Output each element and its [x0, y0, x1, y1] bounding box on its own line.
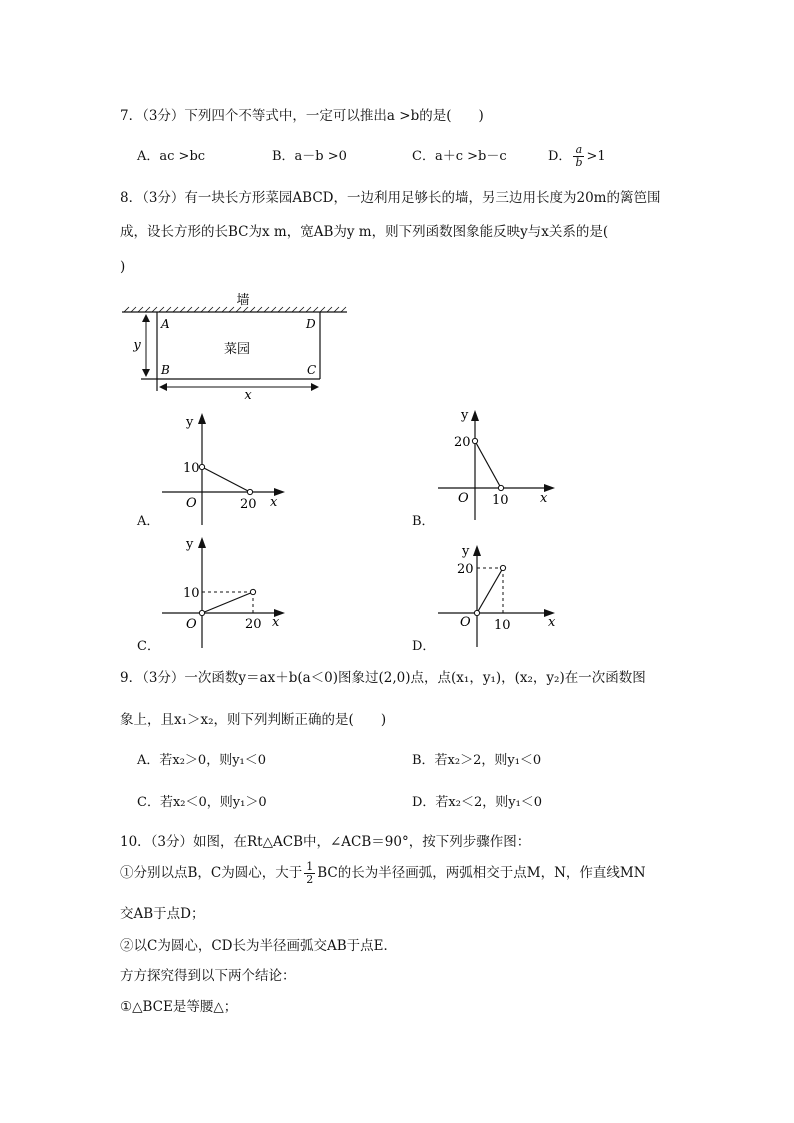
- graph-c: [150, 530, 300, 650]
- graph-d-y-label: y: [462, 544, 470, 559]
- q9-option-d: D．若x₂＜2，则y₁＜0: [412, 795, 543, 810]
- graph-a-x-label: x: [270, 495, 278, 510]
- point-c-label: C: [307, 363, 317, 377]
- q8-line3: ): [120, 259, 126, 275]
- graph-a: [150, 410, 300, 530]
- graph-c-tick-1: 10: [183, 586, 200, 601]
- q7-option-d: [548, 144, 606, 169]
- q10-conclusion-1: ①△BCE是等腰△；: [120, 999, 238, 1015]
- point-b-label: B: [161, 363, 170, 377]
- graph-a-origin: O: [186, 496, 197, 511]
- graph-c-y-label: y: [186, 537, 194, 552]
- q9-option-c: C．若x₂＜0，则y₁＞0: [137, 795, 267, 810]
- graph-c-x-label: x: [272, 615, 280, 630]
- q7-option-b: B．a－b >0: [272, 149, 347, 164]
- graph-b-segment: [475, 441, 501, 488]
- graph-a-y-label: y: [186, 415, 194, 430]
- wall-label: 墙: [236, 293, 250, 308]
- garden-figure: [115, 285, 355, 405]
- graph-d-tick-1: 20: [457, 562, 474, 577]
- graph-c-option-label: C．: [137, 639, 160, 654]
- graph-d: [430, 535, 580, 655]
- graph-d-option-label: D．: [412, 639, 436, 654]
- graph-a-segment: [202, 467, 250, 492]
- x-dimension-label: x: [244, 388, 252, 403]
- q10-line1: 10．（3分）如图，在Rt△ACB中，∠ACB＝90°，按下列步骤作图：: [120, 834, 531, 850]
- graph-c-origin: O: [186, 617, 197, 632]
- q9-option-b: B．若x₂＞2，则y₁＜0: [412, 753, 542, 768]
- q10-step1-numerator: 1: [306, 860, 314, 873]
- q10-step1: [120, 861, 646, 886]
- graph-b-y-arrow: [471, 410, 479, 421]
- graph-b-option-label: B．: [412, 514, 435, 529]
- graph-b-open-point-2: [498, 485, 503, 490]
- q10-step1-pre: ①分别以点B，C为圆心，大于: [120, 865, 303, 881]
- point-d-label: D: [306, 317, 316, 331]
- graph-c-open-point-1: [199, 610, 204, 615]
- graph-d-open-point-1: [474, 610, 479, 615]
- graph-d-segment: [477, 568, 503, 613]
- q7-option-d-rest: >1: [586, 149, 606, 164]
- q7-option-d-fraction: [573, 144, 584, 169]
- graph-a-open-point-2: [247, 489, 252, 494]
- graph-c-open-point-2: [250, 589, 255, 594]
- graph-b-x-label: x: [540, 491, 548, 506]
- graph-a-open-point-1: [199, 464, 204, 469]
- graph-d-tick-2: 10: [494, 618, 511, 633]
- graph-c-tick-2: 20: [245, 617, 262, 632]
- graph-c-segment: [202, 592, 253, 613]
- graph-b-origin: O: [458, 491, 469, 506]
- graph-d-origin: O: [460, 615, 471, 630]
- q10-step1-cont: 交AB于点D；: [120, 906, 205, 922]
- graph-a-tick-1: 10: [183, 461, 200, 476]
- point-a-label: A: [161, 317, 170, 331]
- graph-b-y-label: y: [461, 408, 469, 423]
- y-dimension-label: y: [133, 338, 141, 353]
- q7-d-numerator: a: [573, 144, 584, 157]
- q10-step1-denominator: 2: [306, 873, 314, 886]
- q8-line1: 8．（3分）有一块长方形菜园ABCD，一边利用足够长的墙，另三边用长度为20m的篱笆围: [120, 190, 661, 206]
- graph-a-tick-2: 20: [240, 497, 257, 512]
- q8-line2: 成，设长方形的长BC为x m，宽AB为y m，则下列函数图象能反映y与x关系的是(: [120, 224, 609, 240]
- q7-option-a: A．ac >bc: [137, 149, 206, 164]
- graph-a-y-arrow: [198, 413, 206, 424]
- graph-a-option-label: A．: [137, 514, 160, 529]
- graph-c-y-arrow: [198, 537, 206, 548]
- garden-label: 菜园: [223, 342, 251, 357]
- graph-b: [430, 405, 580, 525]
- q7-option-d-label: D．: [548, 149, 572, 164]
- graph-b-tick-2: 10: [492, 493, 509, 508]
- q7-d-denominator: b: [575, 156, 583, 169]
- graph-d-y-arrow: [473, 545, 481, 556]
- graph-d-x-label: x: [548, 615, 556, 630]
- q9-line1: 9．（3分）一次函数y＝ax＋b(a＜0)图象过(2,0)点，点(x₁，y₁)，(x₂，y₂)在一次函数图: [120, 670, 646, 686]
- graph-d-open-point-2: [500, 565, 505, 570]
- q10-step2: ②以C为圆心，CD长为半径画弧交AB于点E．: [120, 938, 398, 954]
- q9-line2: 象上，且x₁＞x₂，则下列判断正确的是( ): [120, 712, 387, 728]
- q10-conclusion-intro: 方方探究得到以下两个结论：: [120, 968, 296, 984]
- graph-b-open-point-1: [472, 438, 477, 443]
- q10-step1-fraction: [304, 861, 315, 886]
- q9-option-a: A．若x₂＞0，则y₁＜0: [137, 753, 267, 768]
- q10-step1-post: BC的长为半径画弧，两弧相交于点M，N，作直线MN: [317, 865, 646, 881]
- graph-b-tick-1: 20: [454, 435, 471, 450]
- q7-stem: 7．（3分）下列四个不等式中，一定可以推出a >b的是( ): [120, 108, 484, 124]
- wall-hatching: [124, 307, 346, 312]
- q7-option-c: C．a＋c >b－c: [412, 149, 507, 164]
